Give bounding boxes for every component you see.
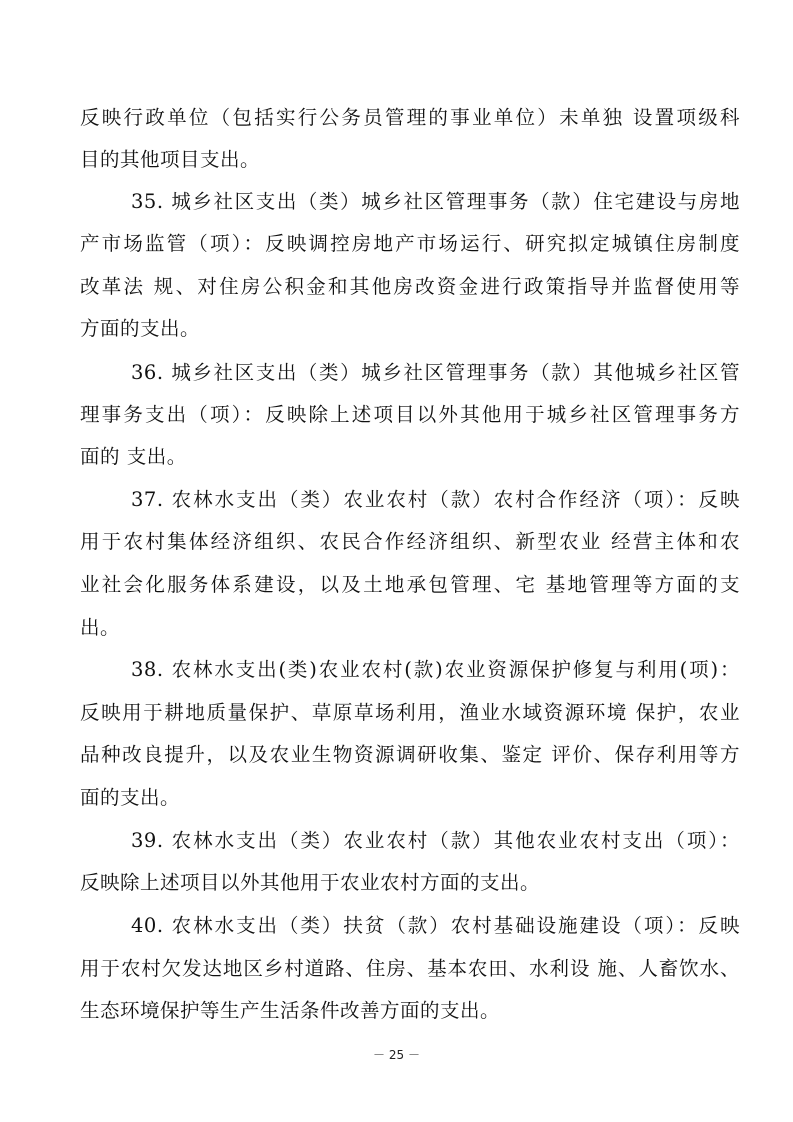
text-line: 面的 支出。 xyxy=(80,445,187,468)
text-line: 品种改良提升，以及农业生物资源调研收集、鉴定 评价、保存利用等方 xyxy=(80,743,740,766)
text-line: 出。 xyxy=(80,616,121,639)
text-line: 方面的支出。 xyxy=(80,317,201,340)
text-line: 反映行政单位（包括实行公务员管理的事业单位）未单独 设置项级科 xyxy=(80,106,740,129)
paragraph-35-line: 35. 城乡社区支出（类）城乡社区管理事务（款）住宅建设与房地 xyxy=(131,190,740,213)
text-line: 用于农村欠发达地区乡村道路、住房、基本农田、水利设 施、人畜饮水、 xyxy=(80,957,740,980)
text-line: 改革法 规、对住房公积金和其他房改资金进行政策指导并监督使用等 xyxy=(80,275,740,298)
paragraph-37-line: 37. 农林水支出（类）农业农村（款）农村合作经济（项）：反映 xyxy=(131,488,740,511)
text-line: 业社会化服务体系建设，以及土地承包管理、宅 基地管理等方面的支 xyxy=(80,573,740,596)
paragraph-40-line: 40. 农林水支出（类）扶贫（款）农村基础设施建设（项）：反映 xyxy=(131,914,740,937)
text-line: 用于农村集体经济组织、农民合作经济组织、新型农业 经营主体和农 xyxy=(80,530,740,553)
paragraph-39-line: 39. 农林水支出（类）农业农村（款）其他农业农村支出（项）： xyxy=(131,829,740,852)
page-number: － 25 － xyxy=(373,1048,420,1062)
text-line: 理事务支出（项）：反映除上述项目以外其他用于城乡社区管理事务方 xyxy=(80,403,740,426)
text-line: 反映除上述项目以外其他用于农业农村方面的支出。 xyxy=(80,871,541,894)
text-line: 反映用于耕地质量保护、草原草场利用，渔业水域资源环境 保护，农业 xyxy=(80,701,740,724)
text-line: 目的其他项目支出。 xyxy=(80,148,261,171)
text-line: 生态环境保护等生产生活条件改善方面的支出。 xyxy=(80,999,501,1022)
paragraph-38-line: 38. 农林水支出(类)农业农村(款)农业资源保护修复与利用(项)： xyxy=(131,658,740,681)
paragraph-36-line: 36. 城乡社区支出（类）城乡社区管理事务（款）其他城乡社区管 xyxy=(131,361,740,384)
text-line: 面的支出。 xyxy=(80,786,181,809)
text-line: 产市场监管（项）：反映调控房地产市场运行、研究拟定城镇住房制度 xyxy=(80,232,740,255)
